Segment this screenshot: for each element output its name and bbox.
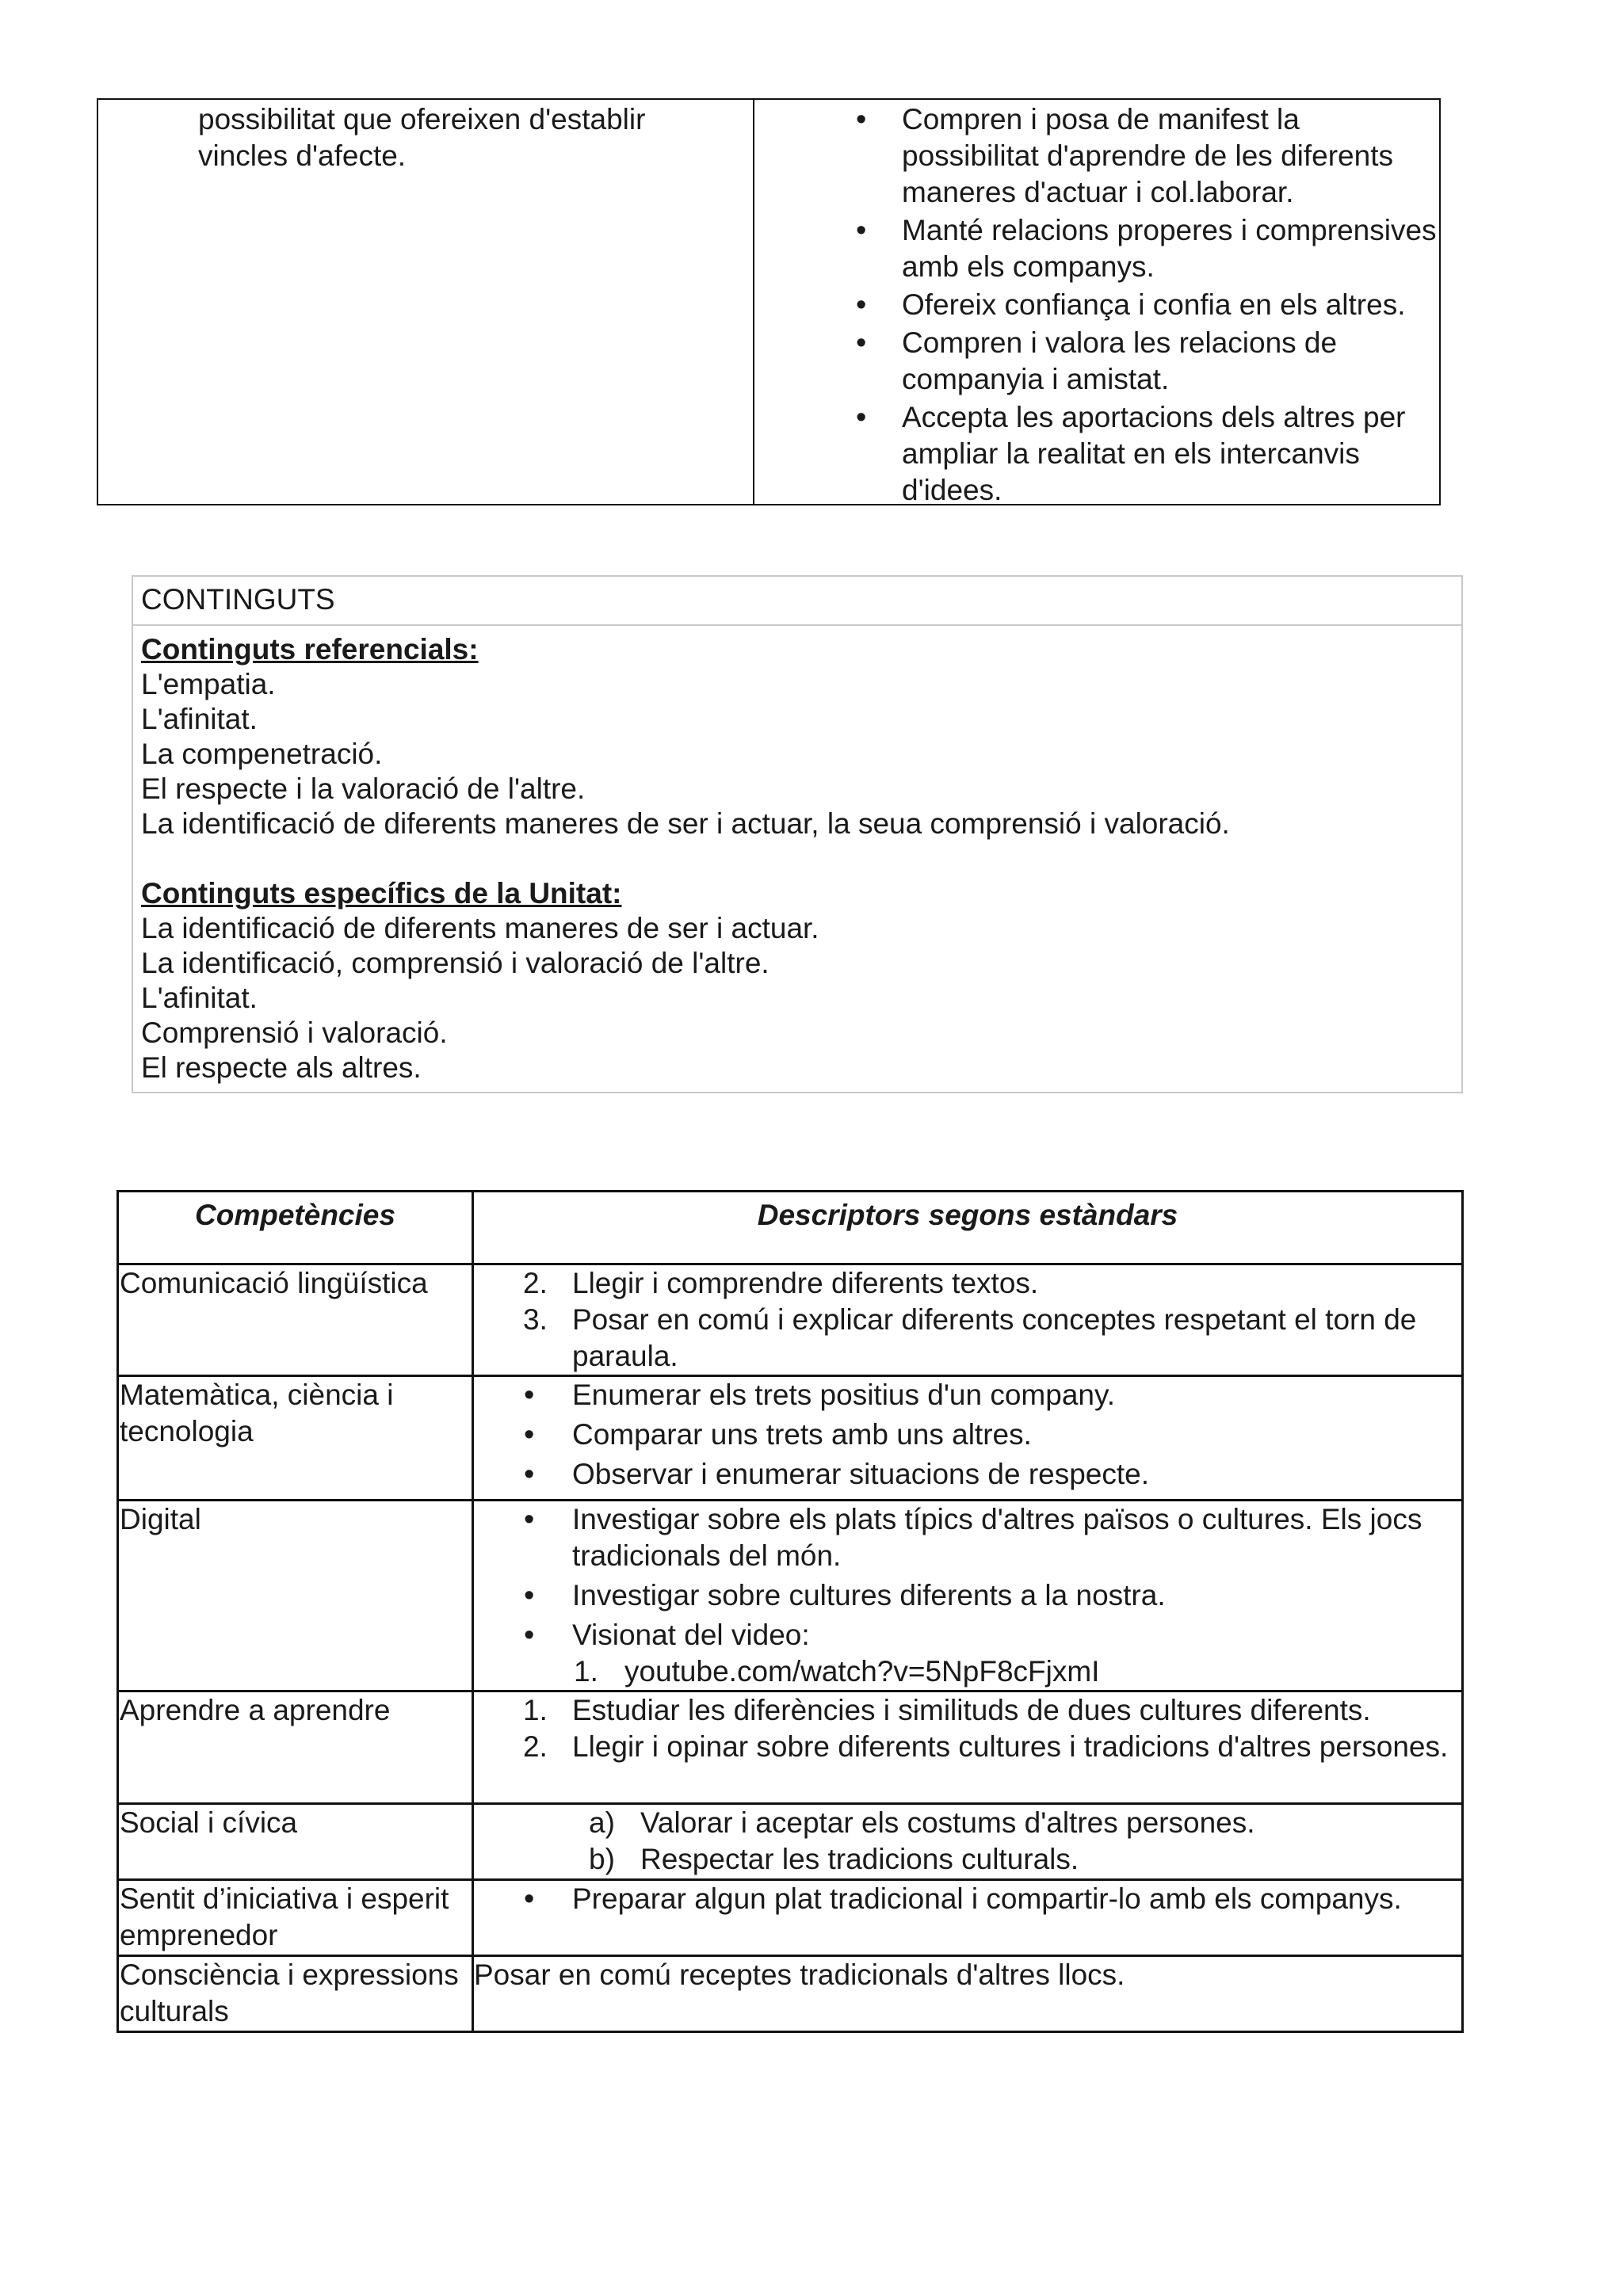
descriptor-list	[474, 1805, 1461, 1878]
descriptor-item: • Preparar algun plat tradicional i compartir-lo amb els companys.	[474, 1881, 1461, 1917]
continguts-referencial-line: L'afinitat.	[141, 703, 258, 735]
descriptor-list	[474, 1265, 1461, 1375]
table-row	[118, 1880, 1463, 1956]
criteria-list-item: • Compren i posa de manifest la possibilitat d'aprendre de les diferents maneres d'actuar i col.laborar.	[902, 101, 1441, 211]
descriptor-sublist	[474, 1653, 1461, 1690]
continguts-especific-line: La identificació de diferents maneres de ser i actuar.	[141, 912, 819, 944]
competency-name: Matemàtica, ciència i tecnologia	[120, 1379, 394, 1447]
criteria-list-item: • Compren i valora les relacions de companyia i amistat.	[902, 325, 1441, 398]
descriptor-item: • Observar i enumerar situacions de respecte.	[474, 1456, 1461, 1493]
table-row	[118, 1376, 1463, 1501]
descriptor-item: 2. Llegir i comprendre diferents textos.	[523, 1267, 1039, 1299]
table-row	[118, 1264, 1463, 1376]
continguts-referencial-line: L'empatia.	[141, 668, 276, 700]
continguts-especific-line: La identificació, comprensió i valoració de l'altre.	[141, 947, 769, 979]
descriptor-item: 1. Estudiar les diferències i similituds de dues cultures diferents.	[523, 1694, 1371, 1726]
descriptor-item: • Investigar sobre cultures diferents a la nostra.	[474, 1577, 1461, 1614]
continguts-especific-line: Comprensió i valoració.	[141, 1016, 448, 1049]
competency-name: Sentit d’iniciativa i esperit emprenedor	[120, 1882, 449, 1951]
descriptor-item: b) Respectar les tradicions culturals.	[589, 1843, 1079, 1875]
descriptors-column-header: Descriptors segons estàndars	[473, 1192, 1463, 1264]
competency-name: Aprendre a aprendre	[120, 1694, 391, 1726]
continguts-referencials-title: Continguts referencials:	[141, 633, 479, 666]
descriptor-list	[474, 1377, 1461, 1493]
competencies-header-row	[118, 1192, 1463, 1264]
table-row	[118, 1804, 1463, 1880]
descriptor-item: • Enumerar els trets positius d'un company.	[474, 1377, 1461, 1413]
descriptor-list	[474, 1501, 1461, 1653]
continguts-especifics-title: Continguts específics de la Unitat:	[141, 877, 622, 910]
continguts-referencial-line: La identificació de diferents maneres de ser i actuar, la seua comprensió i valoració.	[141, 807, 1230, 840]
descriptor-item: • Visionat del video:	[474, 1617, 1461, 1653]
objectives-table-divider	[753, 98, 754, 505]
continguts-especific-line: L'afinitat.	[141, 982, 258, 1014]
criteria-list-item: • Accepta les aportacions dels altres per ampliar la realitat en els intercanvis d'idees.	[902, 399, 1441, 509]
descriptor-item: Posar en comú receptes tradicionals d'altres llocs.	[474, 1958, 1125, 1991]
descriptor-list	[474, 1692, 1461, 1765]
descriptor-item: 2. Llegir i opinar sobre diferents cultures i tradicions d'altres persones.	[523, 1730, 1449, 1763]
continguts-header-separator	[132, 624, 1463, 626]
criteria-list-item: • Manté relacions properes i comprensives amb els companys.	[902, 212, 1441, 285]
competency-name: Consciència i expressions culturals	[120, 1958, 459, 2027]
continguts-referencial-line: El respecte i la valoració de l'altre.	[141, 772, 586, 805]
continguts-especific-line: El respecte als altres.	[141, 1051, 422, 1084]
descriptor-item: • Comparar uns trets amb uns altres.	[474, 1417, 1461, 1453]
table-row	[118, 1691, 1463, 1804]
objectives-left-cell-text: possibilitat que ofereixen d'establir vincles d'afecte.	[198, 103, 646, 172]
descriptor-item: a) Valorar i aceptar els costums d'altres persones.	[589, 1806, 1255, 1839]
competency-name: Digital	[120, 1503, 201, 1535]
competency-name: Comunicació lingüística	[120, 1267, 428, 1299]
table-row	[118, 1956, 1463, 2032]
descriptor-item: • Investigar sobre els plats típics d'altres països o cultures. Els jocs tradicionals del món.	[474, 1501, 1461, 1574]
continguts-body	[141, 632, 1449, 1085]
descriptor-list	[474, 1881, 1461, 1917]
table-row	[118, 1501, 1463, 1691]
criteria-list-item: • Ofereix confiança i confia en els altres.	[902, 287, 1441, 323]
competencies-column-header: Competències	[118, 1192, 473, 1264]
continguts-referencial-line: La compenetració.	[141, 738, 383, 770]
continguts-header: CONTINGUTS	[141, 583, 335, 616]
competencies-table	[116, 1190, 1464, 2033]
objectives-criteria-list	[902, 101, 1441, 509]
descriptor-subitem: 1. youtube.com/watch?v=5NpF8cFjxmI	[574, 1655, 1100, 1688]
descriptor-item: 3. Posar en comú i explicar diferents conceptes respetant el torn de paraula.	[523, 1303, 1417, 1372]
competency-name: Social i cívica	[120, 1806, 298, 1839]
